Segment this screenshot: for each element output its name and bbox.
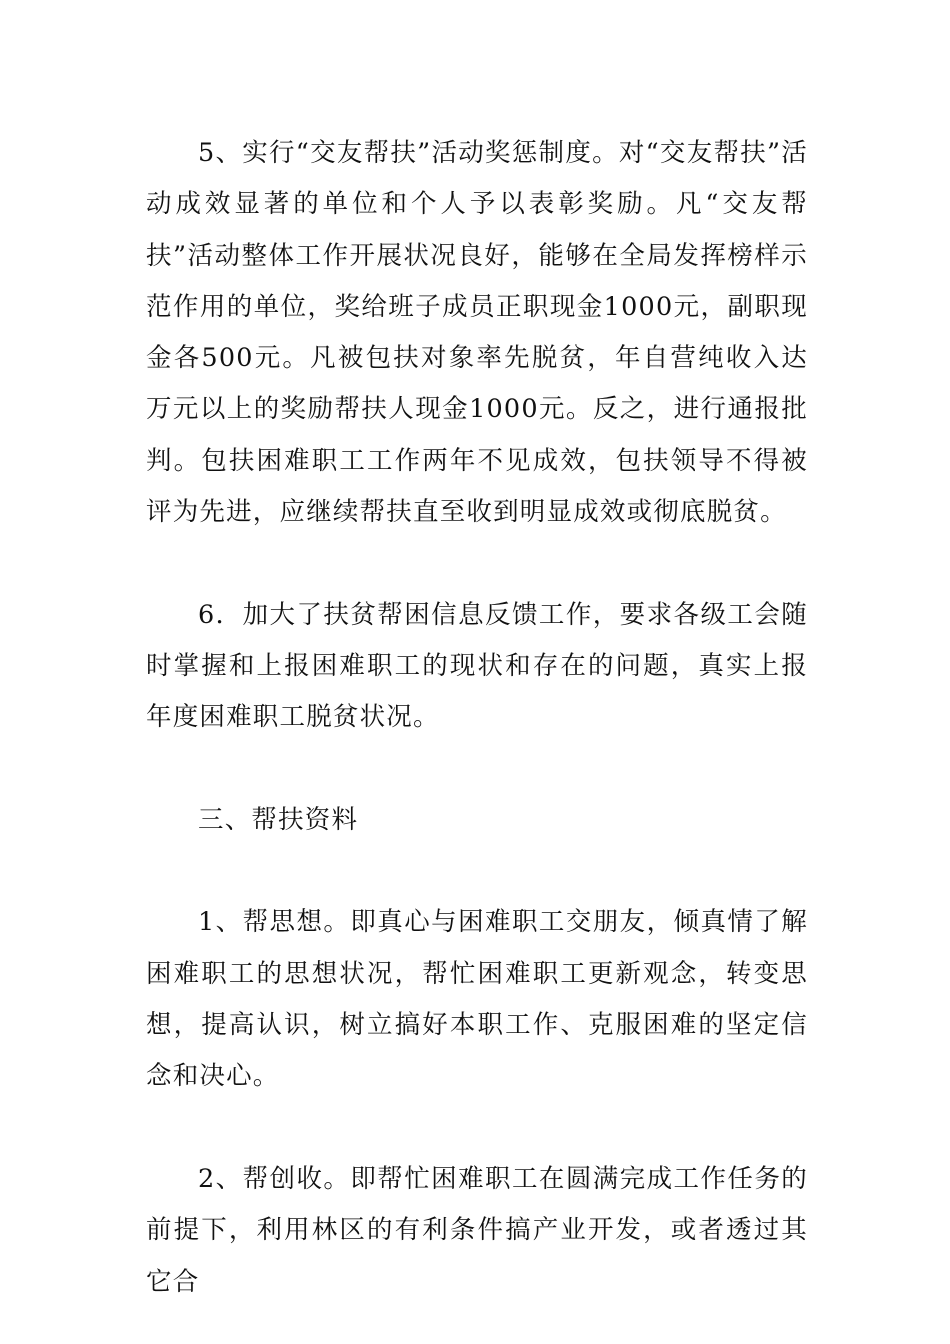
section-heading-assistance-content: 三、帮扶资料 [198,804,359,835]
paragraph-spacer [146,538,808,589]
paragraph-help-thinking: 1、帮思想。即真心与困难职工交朋友，倾真情了解困难职工的思想状况，帮忙困难职工更新观念，转变思想，提高认识，树立搞好本职工作、克服困难的坚定信念和决心。 [146,907,808,1092]
paragraph-spacer [146,846,808,897]
paragraph-reward-system: 5、实行“交友帮扶”活动奖惩制度。对“交友帮扶”活动成效显著的单位和个人予以表彰奖励。凡“交友帮扶”活动整体工作开展状况良好，能够在全局发挥榜样示范作用的单位，奖给班子成员正职现金1000元，副职现金各500元。凡被包扶对象率先脱贫，年自营纯收入达万元以上的奖励帮扶人现金1000元。反之，进行通报批判。包扶困难职工工作两年不见成效，包扶领导不得被评为先进，应继续帮扶直至收到明显成效或彻底脱贫。 [146,138,808,528]
paragraph-help-income: 2、帮创收。即帮忙困难职工在圆满完成工作任务的前提下，利用林区的有利条件搞产业开发，或者透过其它合 [146,1163,808,1297]
paragraph-spacer [146,1103,808,1154]
paragraph-spacer [146,744,808,795]
document-page [146,128,808,1308]
paragraph-info-feedback: 6．加大了扶贫帮困信息反馈工作，要求各级工会随时掌握和上报困难职工的现状和存在的问题，真实上报年度困难职工脱贫状况。 [146,599,808,733]
